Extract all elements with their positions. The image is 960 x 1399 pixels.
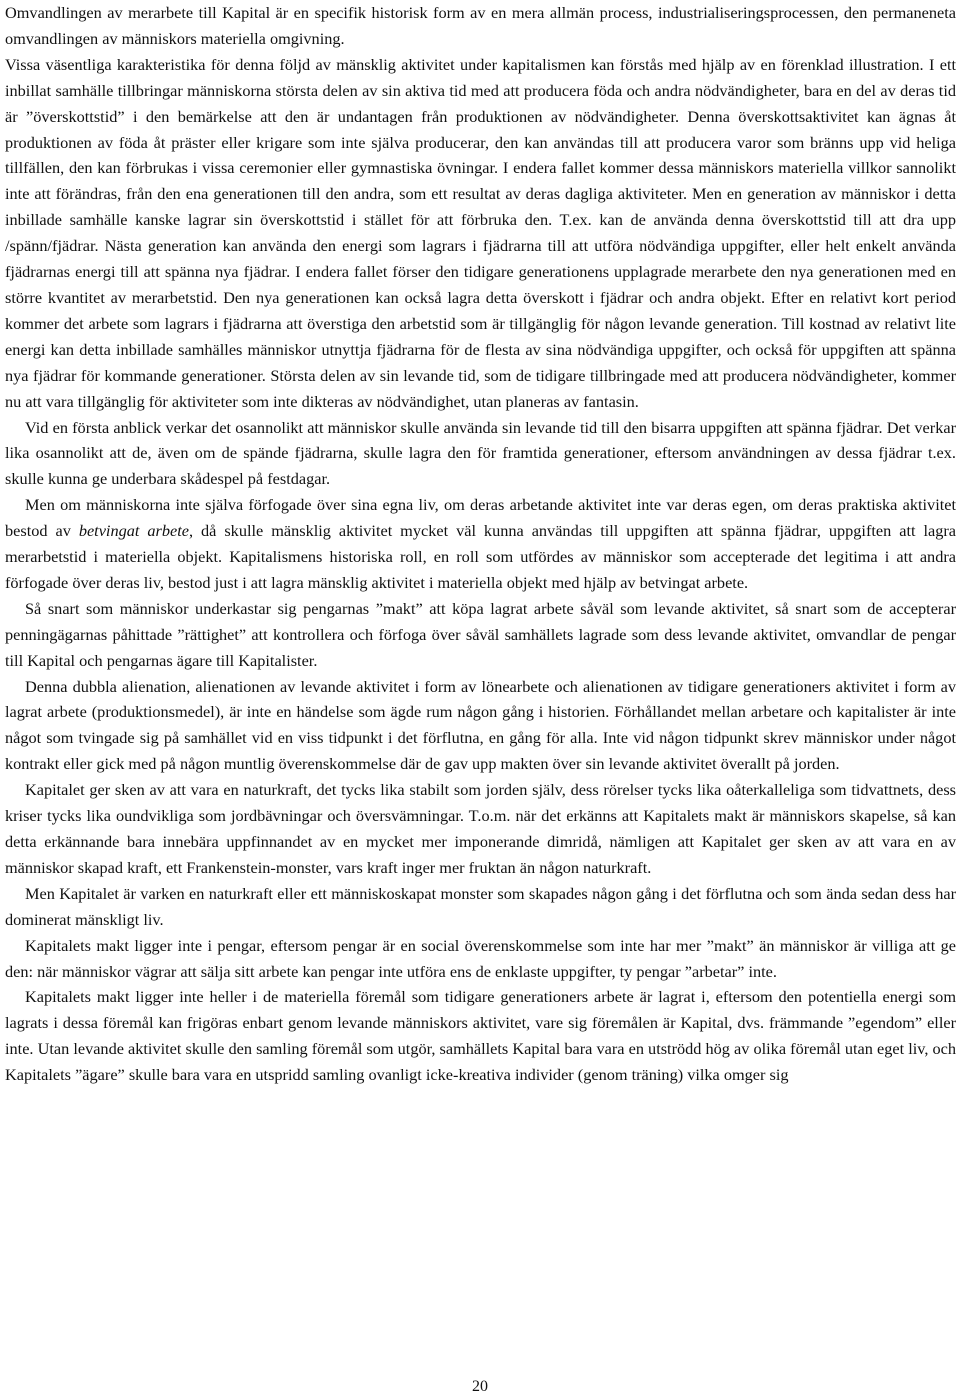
paragraph-4-end: , då skulle mänsklig aktivitet mycket väl kunna användas till uppgiften att spänna fjädrar, uppgiften att lagra merarbetstid i materiella objekt. Kapitalismens historiska roll, en roll som utfördes av människor som accepterade det legitima i att andra förfogade över deras liv, bestod just i att lagra mänsklig aktivitet i materiella objekt med hjälp av betvingat arbete.: [5, 521, 957, 592]
paragraph-1: Omvandlingen av merarbete till Kapital är en specifik historisk form av en mera allmän process, industrialiseringsprocessen, den permaneneta omvandlingen av människors materiella omgivning.: [5, 3, 956, 48]
paragraph-5: Så snart som människor underkastar sig pengarnas ”makt” att köpa lagrat arbete såväl som levande aktivitet, så snart som de accepterar penningägarnas påhittade ”rättighet” att kontrollera och förfoga över såväl samhällets lagrade som dess levande aktivitet, omvandlar de pengar till Kapital och pengarnas ägare till Kapitalister.: [5, 598, 956, 670]
paragraph-10: Kapitalets makt ligger inte heller i de materiella föremål som tidigare generationers arbete är lagrat i, eftersom den potentiella energi som lagrats i dessa föremål kan frigöras enbart genom levande människors aktivitet, vare sig föremålen är Kapital, dvs. främmande ”egendom” eller inte. Utan levande aktivitet skulle den samling föremål som utgör, samhällets Kapital bara vara en utströdd hög av olika föremål utan eget liv, och Kapitalets ”ägare” skulle bara vara en utspridd samling ovanligt icke-kreativa individer (genom träning) vilka omger sig: [5, 987, 956, 1085]
paragraph-9: Kapitalets makt ligger inte i pengar, eftersom pengar är en social överenskommelse som inte har mer ”makt” än människor är villiga att ge den: när människor vägrar att sälja sitt arbete kan pengar inte utföra ens de enklaste uppgifter, ty pengar ”arbetar” inte.: [5, 935, 956, 981]
paragraph-7: Kapitalet ger sken av att vara en naturkraft, det tycks lika stabilt som jorden själv, dess rörelser tycks lika oåterkalleliga som tidvattnets, dess kriser tycks lika oundvikliga som jordbävningar och översvämningar. T.o.m. när det erkänns att Kapitalets makt är människors skapelse, så kan detta erkännande bara innebära uppfinnandet av en mycket mer imponerande dimridå, nämligen att Kapitalet ger sken av att vara en av människor skapad kraft, ett Frankenstein-monster, vars kraft inger mer fruktan än någon naturkraft.: [5, 780, 956, 877]
page-number: 20: [472, 1378, 488, 1395]
paragraph-8: Men Kapitalet är varken en naturkraft eller ett människoskapat monster som skapades någon gång i det förflutna och som ända sedan dess har dominerat mänskligt liv.: [5, 883, 956, 929]
paragraph-4: [5, 492, 956, 596]
document-page: [5, 0, 956, 1088]
paragraph-4-start: Men om människorna inte själva förfogade över sina egna liv, om deras arbetande aktivitet inte var deras egen, om deras praktiska aktivitet bestod av: [5, 495, 956, 541]
paragraph-3: Vid en första anblick verkar det osannolikt att människor skulle använda sin levande tid till den bisarra uppgiften att spänna fjädrar. Det verkar lika osannolikt att de, även om de spände fjädrarna, skulle lagra den för framtida generationer, eftersom användningen av dessa fjädrar t.ex. skulle kunna ge underbara skådespel på festdagar.: [5, 417, 956, 489]
paragraph-6: Denna dubbla alienation, alienationen av levande aktivitet i form av lönearbete och alienationen av tidigare generationers aktivitet i form av lagrat arbete (produktionsmedel), är inte en händelse som ägde rum någon gång i historien. Förhållandet mellan arbetare och kapitalister är inte något som tvingade sig på samhället vid en viss tidpunkt i det förflutna, en gång för alla. Inte vid någon tidpunkt skrev människor under något kontrakt eller gick med på någon muntlig överenskommelse där de gav upp makten över sin levande aktivitet överallt på jorden.: [5, 676, 956, 774]
paragraph-2: Vissa väsentliga karakteristika för denna följd av mänsklig aktivitet under kapitalismen kan förstås med hjälp av en förenklad illustration. I ett inbillat samhälle tillbringar människorna största delen av sin aktiva tid med att producera föda och andra nödvändigheter, bara en del av deras tid är ”överskottstid” i den bemärkelse att den är undantagen från produktionen av nödvändigheter. Denna överskottsaktivitet kan ägnas åt produktionen av föda åt präster eller krigare som inte själva producerar, den kan användas till att producera varor som bränns upp vid heliga tillfällen, den kan förbrukas i vissa ceremonier eller gymnastiska övningar. I endera fallet kommer dessa människors materiella villkor sannolikt inte att förändras, från den ena generationen till den andra, som ett resultat av deras dagliga aktiviteter. Men en generation av människor i detta inbillade samhälle kanske lagrar sin överskottstid i stället för att förbruka den. T.ex. kan de använda denna överskottstid till att dra upp /spänn/fjädrar. Nästa generation kan använda den energi som lagrars i fjädrarna till att utföra nödvändiga uppgifter, eller helt enkelt använda fjädrarnas energi till att spänna nya fjädrar. I endera fallet förser den tidigare generationens upplagrade merarbete den nya generationen med en större kvantitet av merarbetstid. Den nya generationen kan också lagra detta överskott i fjädrar och andra objekt. Efter en relativt kort period kommer det arbete som lagrars i fjädrarna att överstiga den arbetstid som är tillgänglig för någon levande generation. Till kostnad av relativt lite energi kan detta inbillade samhälles människor utnyttja fjädrarna för de flesta av sina nödvändiga uppgifter, och också för uppgiften att spänna nya fjädrar för kommande generationer. Största delen av sin levande tid, som de tidigare tillbringade med att producera nödvändigheter, kommer nu att vara tillgänglig för aktiviteter som inte dikteras av nödvändighet, utan planeras av fantasin.: [5, 54, 956, 411]
emphasized-term: betvingat arbete: [78, 521, 189, 541]
